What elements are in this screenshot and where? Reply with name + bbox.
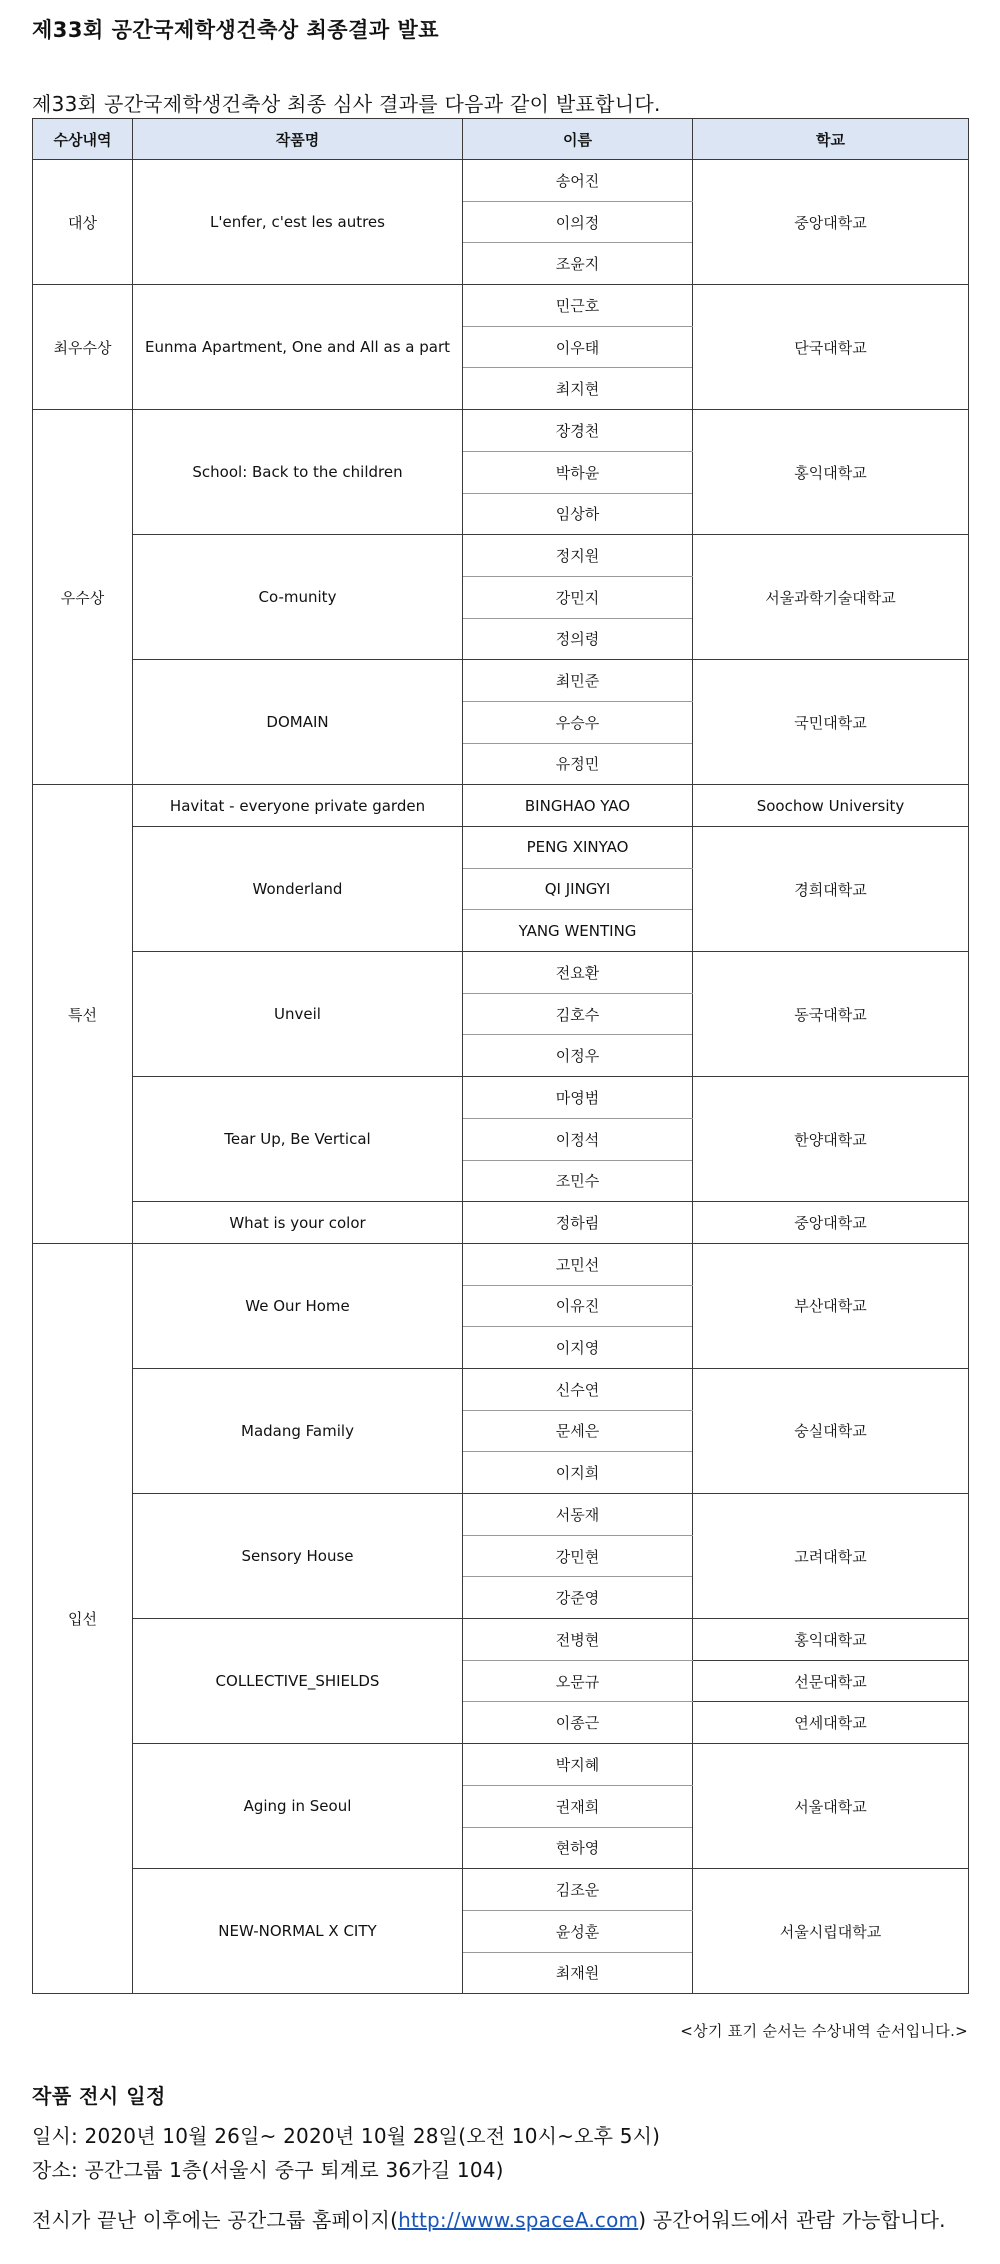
- name-cell: 이정석: [463, 1118, 693, 1160]
- award-cell: 대상: [33, 160, 133, 285]
- name-cell: 박지혜: [463, 1744, 693, 1786]
- name-cell: QI JINGYI: [463, 868, 693, 910]
- header-work: 작품명: [133, 119, 463, 160]
- name-cell: YANG WENTING: [463, 910, 693, 952]
- work-cell: Havitat - everyone private garden: [133, 785, 463, 827]
- name-cell: 정지원: [463, 535, 693, 577]
- name-cell: 이의정: [463, 201, 693, 243]
- name-cell: 신수연: [463, 1368, 693, 1410]
- name-cell: PENG XINYAO: [463, 827, 693, 869]
- name-cell: 이유진: [463, 1285, 693, 1327]
- header-name: 이름: [463, 119, 693, 160]
- name-cell: 전요환: [463, 952, 693, 994]
- table-row: [33, 952, 969, 994]
- school-cell: 동국대학교: [693, 952, 969, 1077]
- school-cell: 숭실대학교: [693, 1368, 969, 1493]
- name-cell: 서동재: [463, 1494, 693, 1536]
- name-cell: 최지현: [463, 368, 693, 410]
- school-cell: 단국대학교: [693, 285, 969, 410]
- table-row: [33, 285, 969, 327]
- work-cell: DOMAIN: [133, 660, 463, 785]
- table-row: [33, 1619, 969, 1661]
- homepage-link[interactable]: http://www.spaceA.com: [398, 2208, 639, 2232]
- award-cell: 최우수상: [33, 285, 133, 410]
- name-cell: 우승우: [463, 701, 693, 743]
- work-cell: Tear Up, Be Vertical: [133, 1077, 463, 1202]
- name-cell: 현하영: [463, 1827, 693, 1869]
- work-cell: Madang Family: [133, 1368, 463, 1493]
- work-cell: Unveil: [133, 952, 463, 1077]
- name-cell: 최재원: [463, 1952, 693, 1994]
- work-cell: Wonderland: [133, 827, 463, 952]
- name-cell: 송어진: [463, 160, 693, 202]
- name-cell: 민근호: [463, 285, 693, 327]
- school-cell: 서울대학교: [693, 1744, 969, 1869]
- work-cell: NEW-NORMAL X CITY: [133, 1869, 463, 1994]
- table-row: [33, 160, 969, 202]
- name-cell: BINGHAO YAO: [463, 785, 693, 827]
- school-cell: 홍익대학교: [693, 410, 969, 535]
- exhibition-date: 일시: 2020년 10월 26일~ 2020년 10월 28일(오전 10시~오후 5시): [32, 2124, 661, 2148]
- name-cell: 조윤지: [463, 243, 693, 285]
- school-cell: 중앙대학교: [693, 160, 969, 285]
- header-school: 학교: [693, 119, 969, 160]
- work-cell: Co-munity: [133, 535, 463, 660]
- work-cell: Eunma Apartment, One and All as a part: [133, 285, 463, 410]
- table-row: [33, 410, 969, 452]
- results-table: [32, 118, 969, 1994]
- table-row: [33, 785, 969, 827]
- name-cell: 최민준: [463, 660, 693, 702]
- school-cell: 경희대학교: [693, 827, 969, 952]
- table-row: [33, 1494, 969, 1536]
- school-cell: 서울과학기술대학교: [693, 535, 969, 660]
- intro-text: 제33회 공간국제학생건축상 최종 심사 결과를 다음과 같이 발표합니다.: [32, 92, 661, 116]
- school-cell: Soochow University: [693, 785, 969, 827]
- name-cell: 이종근: [463, 1702, 693, 1744]
- award-cell: 입선: [33, 1243, 133, 1993]
- school-cell: 한양대학교: [693, 1077, 969, 1202]
- results-body: [33, 160, 969, 1994]
- name-cell: 장경천: [463, 410, 693, 452]
- award-cell: 우수상: [33, 410, 133, 785]
- school-cell: 부산대학교: [693, 1243, 969, 1368]
- table-row: [33, 660, 969, 702]
- table-row: [33, 1202, 969, 1244]
- name-cell: 이정우: [463, 1035, 693, 1077]
- closing-text: [32, 2204, 946, 2233]
- name-cell: 윤성훈: [463, 1910, 693, 1952]
- name-cell: 이우태: [463, 326, 693, 368]
- table-row: [33, 1368, 969, 1410]
- table-row: [33, 1744, 969, 1786]
- name-cell: 문세은: [463, 1410, 693, 1452]
- work-cell: Aging in Seoul: [133, 1744, 463, 1869]
- name-cell: 이지희: [463, 1452, 693, 1494]
- name-cell: 강민지: [463, 576, 693, 618]
- name-cell: 조민수: [463, 1160, 693, 1202]
- school-cell: 연세대학교: [693, 1702, 969, 1744]
- name-cell: 강준영: [463, 1577, 693, 1619]
- table-header-row: [33, 119, 969, 160]
- name-cell: 오문규: [463, 1660, 693, 1702]
- name-cell: 마영범: [463, 1077, 693, 1119]
- name-cell: 임상하: [463, 493, 693, 535]
- name-cell: 강민현: [463, 1535, 693, 1577]
- table-row: [33, 1869, 969, 1911]
- name-cell: 김호수: [463, 993, 693, 1035]
- closing-before: 전시가 끝난 이후에는 공간그룹 홈페이지(: [32, 2208, 399, 2232]
- school-cell: 중앙대학교: [693, 1202, 969, 1244]
- name-cell: 이지영: [463, 1327, 693, 1369]
- school-cell: 홍익대학교: [693, 1619, 969, 1661]
- work-cell: School: Back to the children: [133, 410, 463, 535]
- award-cell: 특선: [33, 785, 133, 1244]
- header-award: 수상내역: [33, 119, 133, 160]
- work-cell: Sensory House: [133, 1494, 463, 1619]
- school-cell: 고려대학교: [693, 1494, 969, 1619]
- name-cell: 전병현: [463, 1619, 693, 1661]
- table-row: [33, 535, 969, 577]
- page-title: 제33회 공간국제학생건축상 최종결과 발표: [32, 18, 440, 42]
- exhibition-place: 장소: 공간그룹 1층(서울시 중구 퇴계로 36가길 104): [32, 2158, 504, 2182]
- footnote: <상기 표기 순서는 수상내역 순서입니다.>: [680, 2022, 968, 2040]
- table-row: [33, 1243, 969, 1285]
- work-cell: We Our Home: [133, 1243, 463, 1368]
- school-cell: 국민대학교: [693, 660, 969, 785]
- work-cell: COLLECTIVE_SHIELDS: [133, 1619, 463, 1744]
- name-cell: 박하윤: [463, 451, 693, 493]
- name-cell: 정하림: [463, 1202, 693, 1244]
- name-cell: 권재희: [463, 1785, 693, 1827]
- name-cell: 고민선: [463, 1243, 693, 1285]
- name-cell: 정의령: [463, 618, 693, 660]
- name-cell: 유정민: [463, 743, 693, 785]
- school-cell: 선문대학교: [693, 1660, 969, 1702]
- work-cell: L'enfer, c'est les autres: [133, 160, 463, 285]
- school-cell: 서울시립대학교: [693, 1869, 969, 1994]
- table-row: [33, 827, 969, 869]
- table-row: [33, 1077, 969, 1119]
- name-cell: 김조운: [463, 1869, 693, 1911]
- closing-after: ) 공간어워드에서 관람 가능합니다.: [638, 2208, 946, 2232]
- work-cell: What is your color: [133, 1202, 463, 1244]
- exhibition-title: 작품 전시 일정: [32, 2084, 166, 2108]
